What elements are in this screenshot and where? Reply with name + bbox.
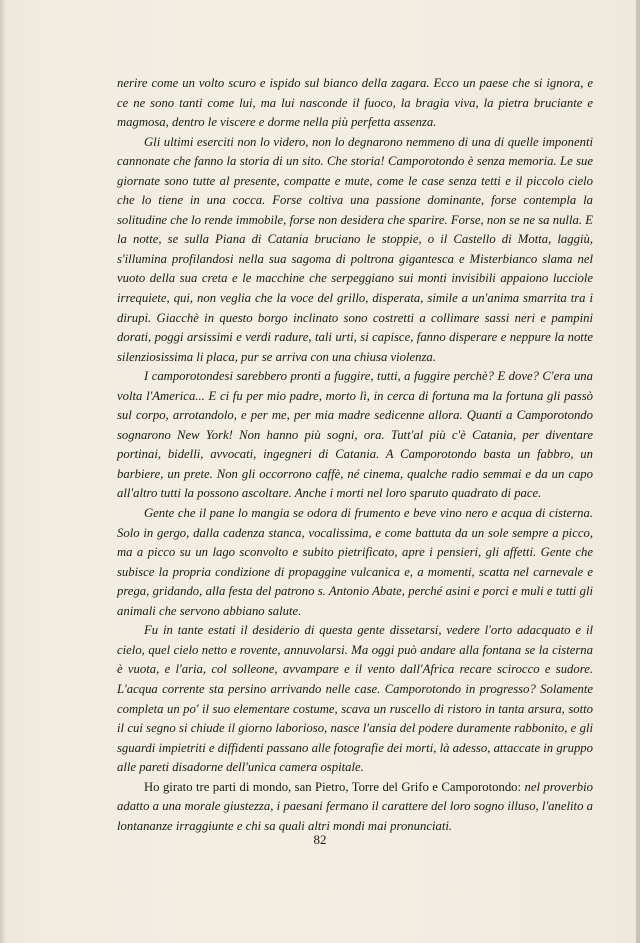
page-number: 82 [313, 832, 327, 847]
closing-roman-text: Ho girato tre parti di mondo, san Pietro, Torre del Grifo e Camporotondo: [144, 779, 522, 794]
paragraph-camporotondesi: I camporotondesi sarebbero pronti a fuggire, tutti, a fuggire perchè? E dove? C'era una volta l'America... E ci fu per mio padre, morto lì, in cerca di fortuna ma la fortuna gli passò sul corpo, arrotandolo, e per me, per mia madre sedicenne allora. Quanti a Camporotondo sognarono New York! Non hanno più sogni, ora. Tutt'al più c'è Catania, per diventare portinai, bidelli, avvocati, ingegneri di Catania. A Camporotondo basta un fabbro, un barbiere, un prete. Non gli occorrono caffè, né cinema, qualche radio semmai e da un capo all'altro tutti la possono ascoltare. Anche i morti nel loro sparuto quadrato di pace. [117, 369, 593, 501]
paragraph-closing [117, 778, 593, 837]
paragraph-continuation: nerire come un volto scuro e ispido sul bianco della zagara. Ecco un paese che si ignora, e ce ne sono tanti come lui, ma lui nasconde il fuoco, la bragia viva, la pietra bruciante e magmosa, dentro le viscere e dorme nella più perfetta assenza. [117, 76, 593, 130]
body-text [117, 74, 593, 836]
paragraph-armies: Gli ultimi eserciti non lo videro, non lo degnarono nemmeno di una di quelle imponenti cannonate che fanno la storia di un sito. Che storia! Camporotondo è senza memoria. Le sue giornate sono tutte al presente, compatte e mute, come le case senza tetti e il piccolo cielo che lo tiene in una cocca. Forse coltiva una passione dominante, forse contempla la solitudine che lo rende immobile, forse non desidera che sparire. Forse, non se ne sa nulla. E la notte, se sulla Piana di Catania bruciano le stoppie, o il Castello di Motta, laggiù, s'illumina profilandosi nella sua sagoma di poltrona gigantesca e Misterbianco slama nel vuoto della sua creta e le macchine che serpeggiano sui monti invisibili appaiono lucciole irrequiete, qui, non veglia che la voce del grillo, disperata, simile a un'anima smarrita tra i dirupi. Giacchè in questo borgo inclinato sono costretti a collimare sassi neri e pampini dorati, poggi arsissimi e verdi radure, tali urti, si capisce, fanno disperare e neppure la notte silenziosissima li placa, pur se arriva con una chiusa violenza. [117, 134, 593, 364]
closing-italic-text: nel proverbio adatto a una morale giustezza, i paesani fermano il carattere del loro sogno illuso, l'anelito a lontananze irraggiunte e chi sa quali altri mondi mai pronunciati. [117, 779, 593, 833]
paragraph-estati: Fu in tante estati il desiderio di questa gente dissetarsi, vedere l'orto adacquato e il cielo, quel cielo netto e rovente, annuvolarsi. Ma oggi può andare alla fontana se la cisterna è vuota, e l'aria, col solleone, avvampare e il vento dall'Africa recare scirocco e sudore. L'acqua corrente sta persino arrivando nelle case. Camporotondo in progresso? Solamente completa un po' il suo elementare costume, scava un ruscello di ristoro in tanta arsura, sotto il cui segno si chiude il giorno laborioso, nasce l'ansia del podere duramente rabbonito, e gli sguardi impietriti e diffidenti passano alle fotografie dei morti, là adesso, attaccate in gruppo alle pareti disadorne dell'unica camera ospitale. [117, 623, 593, 775]
paragraph-gente: Gente che il pane lo mangia se odora di frumento e beve vino nero e acqua di cisterna. Solo in gergo, dalla cadenza stanca, vocalissima, e come battuta da un sole sempre a picco, ma a picco su un lago sconvolto e subito pietrificato, apre i pensieri, gli affetti. Gente che subisce la propria condizione di propaggine vulcanica e, a momenti, scatta nel carnevale e prega, gridando, alla festa del patrono s. Antonio Abate, perché asini e porci e muli e tutti gli animali che servono abbiano salute. [117, 506, 593, 618]
